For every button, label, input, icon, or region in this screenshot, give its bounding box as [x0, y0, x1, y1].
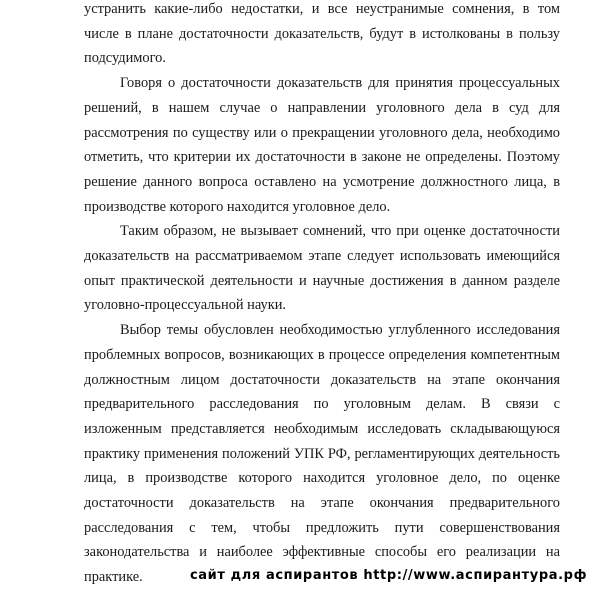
document-body: [84, 0, 560, 590]
paragraph-conclusion: Таким образом, не вызывает сомнений, что при оценке достаточности доказательств на рассматриваемом этапе следует использовать имеющийся опыт практической деятельности и научные достижения в данном разделе уголовно-процессуальной науки.: [84, 223, 560, 314]
paragraph-sufficiency: Говоря о достаточности доказательств для принятия процессуальных решений, в нашем случае о направлении уголовного дела в суд для рассмотрения по существу или о прекращении уголовного дела, необходимо отметить, что критерии их достаточности в законе не определены. Поэтому решение данного вопроса оставлено на усмотрение должностного лица, в производстве которого находится уголовное дело.: [84, 75, 560, 215]
paragraph-topic-choice: Выбор темы обусловлен необходимостью углубленного исследования проблемных вопросов, возникающих в процессе определения компетентным должностным лицом достаточности доказательств на этапе окончания предварительного расследования по уголовным делам. В связи с изложенным представляется необходимым исследовать складывающуюся практику применения положений УПК РФ, регламентирующих деятельность лица, в производстве которого находится уголовное дело, по оценке достаточности доказательств на этапе окончания предварительного расследования с тем, чтобы предложить пути совершенствования законодательства и наиболее эффективные способы его реализации на практике.: [84, 322, 560, 586]
site-watermark: сайт для аспирантов http://www.аспирантура.рф: [190, 568, 588, 583]
paragraph-continuation: устранить какие-либо недостатки, и все неустранимые сомнения, в том числе в плане достаточности доказательств, будут в истолкованы в пользу подсудимого.: [84, 1, 560, 67]
